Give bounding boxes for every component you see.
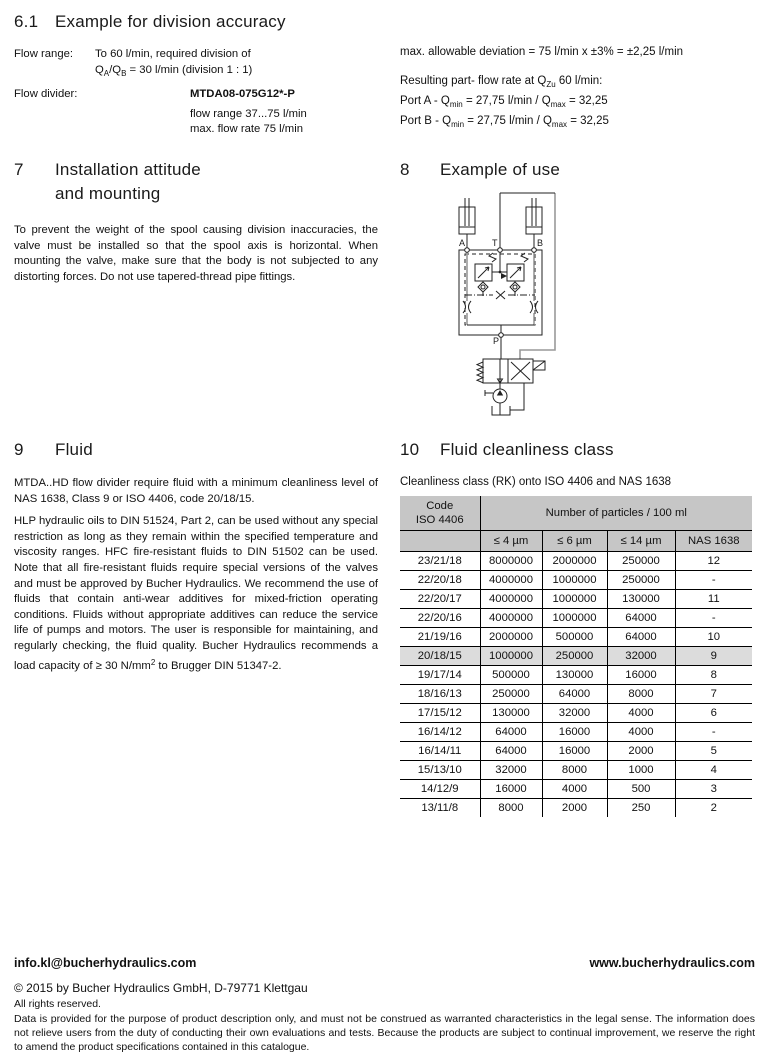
table-cell-c6: 250000 xyxy=(542,646,607,665)
table-row xyxy=(400,722,752,741)
table-cell-c6: 2000000 xyxy=(542,551,607,570)
table-cell-code: 18/16/13 xyxy=(400,684,480,703)
table-cell-c4: 64000 xyxy=(480,741,542,760)
table-cell-code: 19/17/14 xyxy=(400,665,480,684)
table-row xyxy=(400,798,752,817)
rights-line: All rights reserved. xyxy=(14,998,101,1010)
table-row xyxy=(400,665,752,684)
table-row xyxy=(400,551,752,570)
table-cell-nas: - xyxy=(675,570,752,589)
section-number: 8 xyxy=(400,160,410,179)
table-subtitle: Cleanliness class (RK) onto ISO 4406 and NAS 1638 xyxy=(400,476,672,488)
col-header-6um: ≤ 6 µm xyxy=(542,530,607,551)
col-header-14um: ≤ 14 µm xyxy=(607,530,675,551)
code-header-cell: Code ISO 4406 xyxy=(400,496,480,530)
hydraulic-circuit-diagram xyxy=(447,190,760,427)
table-cell-nas: 4 xyxy=(675,760,752,779)
table-cell-c6: 1000000 xyxy=(542,608,607,627)
table-cell-nas: 9 xyxy=(675,646,752,665)
table-cell-nas: 10 xyxy=(675,627,752,646)
table-cell-c14: 1000 xyxy=(607,760,675,779)
empty-header-cell xyxy=(400,530,480,551)
section-10 xyxy=(400,438,756,817)
table-cell-nas: 8 xyxy=(675,665,752,684)
table-row xyxy=(400,703,752,722)
table-row xyxy=(400,589,752,608)
table-cell-nas: 7 xyxy=(675,684,752,703)
table-cell-c14: 2000 xyxy=(607,741,675,760)
flow-range-value: To 60 l/min, required division of $Q_A/Q_B = 30$ l/min (division 1 : 1) xyxy=(95,48,253,78)
table-row xyxy=(400,684,752,703)
port-a-line: Port $A - Q_{min} = 27,75$ $l/\min / Q_{max} = 32,25$ xyxy=(400,95,608,109)
section-title: Fluid cleanliness class xyxy=(440,440,614,459)
section-number: 6.1 xyxy=(14,12,39,31)
table-cell-c6: 1000000 xyxy=(542,589,607,608)
table-cell-c6: 64000 xyxy=(542,684,607,703)
section-title: Installation attitude and mounting xyxy=(55,160,201,203)
table-row xyxy=(400,760,752,779)
table-row xyxy=(400,779,752,798)
copyright-line: © 2015 by Bucher Hydraulics GmbH, D-79771 Klettgau xyxy=(14,981,308,995)
resulting-flow-line: Resulting part- flow rate at $Q_{Zu}$ 60 l/min: xyxy=(400,75,603,89)
section-7-heading xyxy=(14,158,378,206)
table-cell-nas: 6 xyxy=(675,703,752,722)
section-title: Example of use xyxy=(440,160,560,179)
section-6-1 xyxy=(14,10,378,144)
table-cell-code: 22/20/17 xyxy=(400,589,480,608)
table-cell-c14: 32000 xyxy=(607,646,675,665)
table-cell-c14: 500 xyxy=(607,779,675,798)
flow-range-label: Flow range: xyxy=(14,48,74,60)
table-cell-c14: 4000 xyxy=(607,722,675,741)
table-cell-c6: 2000 xyxy=(542,798,607,817)
section-7 xyxy=(14,158,378,285)
contact-email: info.kl@bucherhydraulics.com xyxy=(14,956,197,970)
port-label-a: A xyxy=(459,238,466,248)
disclaimer-text: Data is provided for the purpose of product description only, and must not be construed as warranted characteristics in the legal sense. The information does not relieve users from the duty of conducting their own evaluations and tests. Because the products are subject to continual improvement, we reserve the right to amend the product specifications contained in this catalogue. xyxy=(14,1013,755,1054)
table-cell-c14: 250000 xyxy=(607,551,675,570)
table-cell-c4: 16000 xyxy=(480,779,542,798)
model-max-flow: max. flow rate 75 l/min xyxy=(190,123,304,135)
table-cell-c4: 130000 xyxy=(480,703,542,722)
flow-divider-value xyxy=(190,87,307,138)
table-cell-c6: 8000 xyxy=(542,760,607,779)
table-cell-c4: 8000000 xyxy=(480,551,542,570)
port-label-t: T xyxy=(492,238,498,248)
table-cell-code: 20/18/15 xyxy=(400,646,480,665)
section-title: Fluid xyxy=(55,440,93,459)
section-8-heading xyxy=(400,158,760,182)
table-cell-c14: 250 xyxy=(607,798,675,817)
table-cell-c14: 64000 xyxy=(607,608,675,627)
table-cell-c14: 16000 xyxy=(607,665,675,684)
table-header-row-2 xyxy=(400,530,752,551)
table-cell-nas: - xyxy=(675,722,752,741)
table-cell-c4: 2000000 xyxy=(480,627,542,646)
port-b-line: Port $B - Q_{min} = 27,75$ $l/\min / Q_{max} = 32,25$ xyxy=(400,115,609,129)
table-cell-c4: 500000 xyxy=(480,665,542,684)
fluid-para-2: HLP hydraulic oils to DIN 51524, Part 2, can be used without any special restriction as long as they remain within the specified temperature and viscosity ranges. HFC fire-resistant fluids to DIN 51502 can be used. Note that all fire-resistant fluids require special versions of the valves and must be approved by Bucher Hydraulics. We recommend the use of fluids that contain anti-wear additives for mixed-friction operating conditions. Fluids without appropriate additives can reduce the service life of pumps and motors. The user is responsible for maintaining, and regularly checking, the fluid quality. Bucher Hydraulics recommends a load capacity of ≥ 30 $N/mm^2$ to Brugger DIN 51347-2. xyxy=(14,515,378,672)
hydraulic-circuit-svg xyxy=(447,190,587,422)
table-cell-code: 21/19/16 xyxy=(400,627,480,646)
flow-divider-label: Flow divider: xyxy=(14,88,78,100)
table-cell-nas: 11 xyxy=(675,589,752,608)
table-cell-c14: 8000 xyxy=(607,684,675,703)
table-cell-nas: 2 xyxy=(675,798,752,817)
table-cell-c6: 32000 xyxy=(542,703,607,722)
section-10-heading xyxy=(400,438,756,462)
table-cell-c6: 4000 xyxy=(542,779,607,798)
section-8 xyxy=(400,158,760,427)
table-cell-code: 16/14/12 xyxy=(400,722,480,741)
section-9 xyxy=(14,438,378,674)
table-row xyxy=(400,646,752,665)
table-cell-code: 22/20/18 xyxy=(400,570,480,589)
table-cell-code: 22/20/16 xyxy=(400,608,480,627)
table-cell-nas: 12 xyxy=(675,551,752,570)
table-cell-c4: 250000 xyxy=(480,684,542,703)
col-header-4um: ≤ 4 µm xyxy=(480,530,542,551)
flow-range-row xyxy=(14,47,378,81)
table-cell-c6: 500000 xyxy=(542,627,607,646)
table-header-row-1 xyxy=(400,496,752,530)
table-cell-c14: 4000 xyxy=(607,703,675,722)
table-row xyxy=(400,570,752,589)
port-label-b: B xyxy=(537,238,544,248)
table-cell-nas: - xyxy=(675,608,752,627)
page-footer xyxy=(14,956,755,1055)
model-flow-range: flow range 37...75 l/min xyxy=(190,107,307,120)
deviation-panel xyxy=(400,44,758,133)
table-row xyxy=(400,608,752,627)
table-cell-c4: 1000000 xyxy=(480,646,542,665)
table-cell-c6: 16000 xyxy=(542,741,607,760)
table-cell-c6: 130000 xyxy=(542,665,607,684)
model-code: MTDA08-075G12*-P xyxy=(190,88,295,100)
company-website: www.bucherhydraulics.com xyxy=(589,956,755,970)
fluid-para-1: MTDA..HD flow divider require fluid with a minimum cleanliness level of NAS 1638, Class 9 or ISO 4406, code 20/18/15. xyxy=(14,477,378,505)
table-cell-c4: 4000000 xyxy=(480,589,542,608)
flow-divider-row xyxy=(14,87,378,138)
particles-header-cell: Number of particles / 100 ml xyxy=(480,496,752,530)
table-row xyxy=(400,741,752,760)
section-number: 10 xyxy=(400,440,420,459)
max-deviation-line: max. allowable deviation = 75 l/min x ±3% = ±2,25 l/min xyxy=(400,46,684,58)
section-number: 7 xyxy=(14,160,24,179)
section-title: Example for division accuracy xyxy=(55,12,286,31)
cleanliness-table xyxy=(400,496,752,817)
table-cell-code: 23/21/18 xyxy=(400,551,480,570)
table-cell-code: 16/14/11 xyxy=(400,741,480,760)
section-9-heading xyxy=(14,438,378,462)
table-cell-c14: 130000 xyxy=(607,589,675,608)
table-cell-c4: 4000000 xyxy=(480,570,542,589)
section-7-body: To prevent the weight of the spool causing division inaccuracies, the valve must be installed so that the spool axis is horizontal. When mounting the valve, make sure that the body is not subjected to any distorting forces. Do not use tapered-thread pipe fittings. xyxy=(14,224,378,283)
table-cell-code: 14/12/9 xyxy=(400,779,480,798)
table-cell-c4: 4000000 xyxy=(480,608,542,627)
table-cell-code: 15/13/10 xyxy=(400,760,480,779)
table-cell-c4: 64000 xyxy=(480,722,542,741)
table-cell-code: 17/15/12 xyxy=(400,703,480,722)
table-cell-code: 13/11/8 xyxy=(400,798,480,817)
section-6-1-heading xyxy=(14,10,378,34)
col-header-nas: NAS 1638 xyxy=(675,530,752,551)
table-cell-c4: 32000 xyxy=(480,760,542,779)
table-cell-c14: 250000 xyxy=(607,570,675,589)
table-cell-nas: 3 xyxy=(675,779,752,798)
table-cell-c4: 8000 xyxy=(480,798,542,817)
table-cell-c14: 64000 xyxy=(607,627,675,646)
table-cell-c6: 1000000 xyxy=(542,570,607,589)
table-cell-c6: 16000 xyxy=(542,722,607,741)
table-row xyxy=(400,627,752,646)
section-number: 9 xyxy=(14,440,24,459)
table-cell-nas: 5 xyxy=(675,741,752,760)
port-label-p: P xyxy=(493,336,500,346)
